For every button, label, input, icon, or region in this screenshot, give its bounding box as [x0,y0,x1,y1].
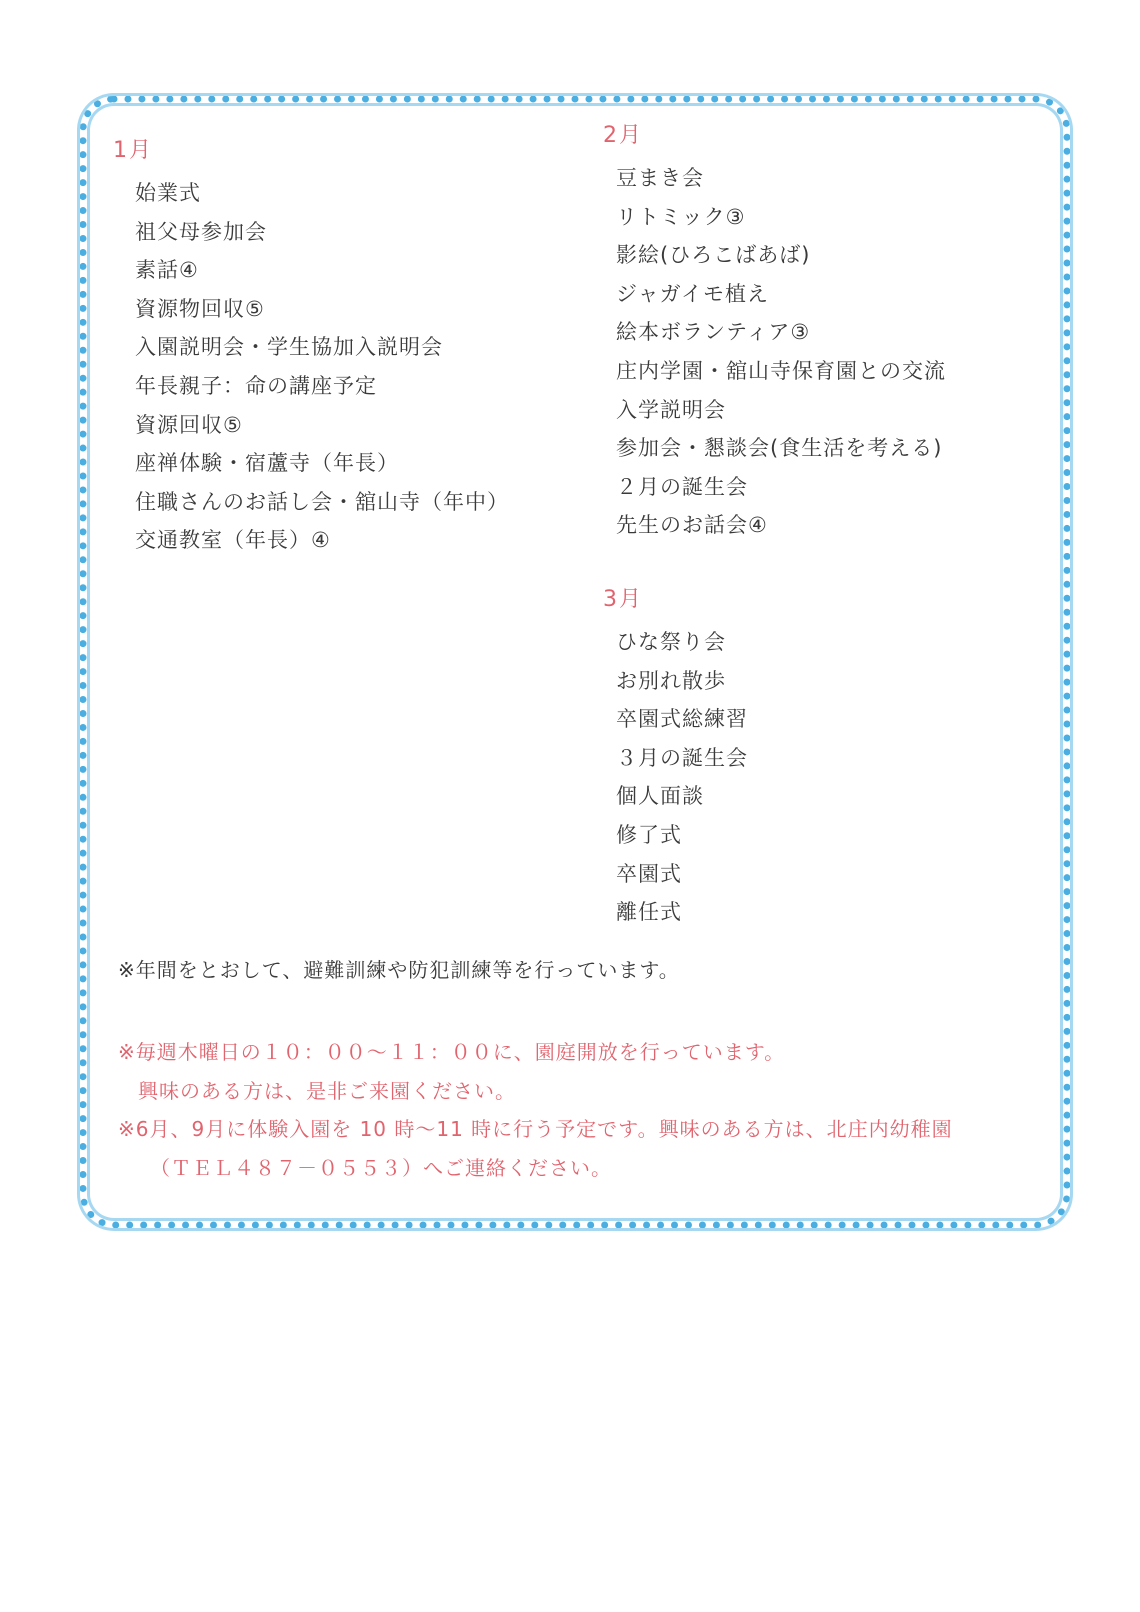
march-event-list [603,623,748,932]
event-item: リトミック③ [616,204,746,229]
event-item: 始業式 [135,181,201,205]
event-item: ひな祭り会 [616,630,726,654]
event-item: 素話④ [135,258,199,283]
garden-open-note: ※毎週木曜日の１０：００～１１：００に、園庭開放を行っています。 [118,1040,786,1064]
event-item: 入学説明会 [616,397,726,422]
event-item: 年長親子：命の講座予定 [135,373,377,398]
event-item: 絵本ボランティア③ [616,320,811,345]
event-item: 卒園式 [616,861,682,886]
event-item: 修了式 [616,822,682,847]
trial-enrollment-note: ※6月、9月に体験入園を 10 時～11 時に行う予定です。興味のある方は、北庄内幼稚園 [118,1117,953,1141]
february-event-list [603,159,946,545]
march-section [603,585,748,932]
event-item: 離任式 [616,900,682,925]
event-item: 先生のお話会④ [616,513,768,538]
general-note: ※年間をとおして、避難訓練や防犯訓練等を行っています。 [118,958,680,982]
month-heading-february: 2月 [603,123,643,148]
month-heading-january: 1月 [113,138,153,163]
event-item: 豆まき会 [616,166,704,190]
event-item: 個人面談 [616,784,704,809]
event-item: 座禅体験・宿蘆寺（年長） [135,451,399,476]
event-item: 住職さんのお話し会・舘山寺（年中） [135,489,509,514]
red-notes [118,1033,1038,1187]
contact-phone-note: （ＴＥＬ４８７－０５５３）へご連絡ください。 [150,1155,612,1180]
event-item: ３月の誕生会 [616,745,748,770]
event-item: 資源物回収⑤ [135,296,265,321]
event-item: 祖父母参加会 [135,219,267,244]
event-item: 影絵(ひろこばあば) [616,243,811,268]
january-event-list [113,174,509,560]
event-item: 交通教室（年長）④ [135,528,331,553]
month-heading-march: 3月 [603,587,643,612]
event-item: お別れ散歩 [616,668,726,693]
garden-open-note-continued: 興味のある方は、是非ご来園ください。 [138,1078,516,1103]
event-item: 資源回収⑤ [135,412,243,437]
january-section [113,136,509,560]
event-item: ジャガイモ植え [616,281,769,306]
february-section [603,121,946,545]
event-item: 卒園式総練習 [616,707,748,732]
event-item: 入園説明会・学生協加入説明会 [135,335,443,360]
event-item: 参加会・懇談会(食生活を考える) [616,436,943,461]
event-item: ２月の誕生会 [616,474,748,499]
event-item: 庄内学園・舘山寺保育園との交流 [616,358,946,383]
